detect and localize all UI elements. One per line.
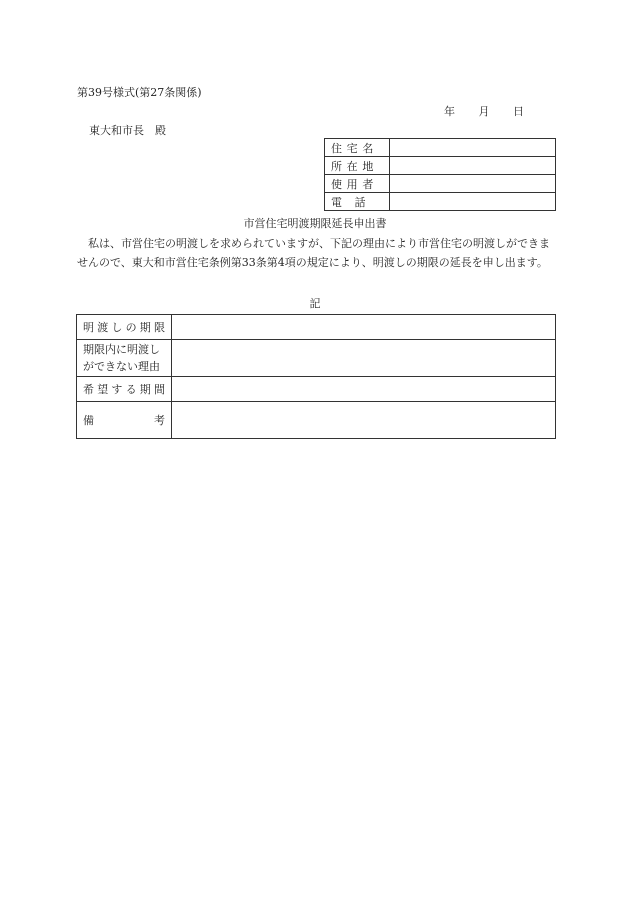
body-paragraph: 私は、市営住宅の明渡しを求められていますが、下記の理由により市営住宅の明渡しができませんので、東大和市営住宅条例第33条第4項の規定により、明渡しの期限の延長を申し出ます。 bbox=[77, 237, 550, 269]
label-char: 望 bbox=[97, 383, 109, 396]
field-label-residence-name bbox=[331, 140, 378, 156]
document-body bbox=[77, 234, 557, 272]
document-title: 市営住宅明渡期限延長申出書 bbox=[243, 217, 387, 230]
label-char: 考 bbox=[154, 414, 165, 427]
addressee: 東大和市長 殿 bbox=[89, 124, 166, 137]
detail-label-remarks bbox=[83, 412, 165, 428]
table-row bbox=[77, 340, 556, 377]
table-row bbox=[77, 315, 556, 340]
field-value-phone[interactable] bbox=[390, 193, 556, 211]
field-label-address bbox=[331, 158, 378, 174]
label-char: 期 bbox=[139, 321, 151, 334]
field-value-user[interactable] bbox=[390, 175, 556, 193]
date-day: 日 bbox=[513, 105, 524, 118]
label-char: 在 bbox=[346, 159, 358, 173]
applicant-table bbox=[324, 138, 556, 211]
field-label-phone bbox=[331, 194, 378, 210]
date-month: 月 bbox=[478, 105, 490, 118]
date-line bbox=[444, 103, 544, 119]
details-table bbox=[76, 314, 556, 439]
detail-value-desired-period[interactable] bbox=[172, 377, 556, 402]
detail-label-reason-line2: ができない理由 bbox=[83, 360, 160, 373]
field-value-address[interactable] bbox=[390, 157, 556, 175]
label-char: 電 bbox=[331, 195, 342, 209]
label-char: 宅 bbox=[346, 141, 358, 155]
label-char: 備 bbox=[83, 414, 94, 427]
label-char: 名 bbox=[362, 141, 374, 155]
label-char: 限 bbox=[153, 321, 165, 334]
label-char: 話 bbox=[354, 195, 366, 209]
field-label-user bbox=[331, 176, 378, 192]
label-char: 期 bbox=[139, 383, 151, 396]
label-char: 渡 bbox=[97, 321, 109, 334]
table-row bbox=[77, 402, 556, 439]
detail-value-deadline[interactable] bbox=[172, 315, 556, 340]
detail-value-remarks[interactable] bbox=[172, 402, 556, 439]
detail-label-reason-line1: 期限内に明渡し bbox=[83, 343, 160, 356]
label-char: し bbox=[111, 321, 123, 334]
label-char: 者 bbox=[362, 177, 374, 191]
label-char: 地 bbox=[362, 159, 374, 173]
label-char: 希 bbox=[83, 383, 94, 396]
label-char: 間 bbox=[153, 383, 165, 396]
form-number: 第39号様式(第27条関係) bbox=[77, 86, 202, 99]
detail-value-reason[interactable] bbox=[172, 340, 556, 377]
label-char: の bbox=[125, 321, 137, 334]
label-char: る bbox=[125, 383, 137, 396]
label-char: 用 bbox=[346, 177, 358, 191]
detail-label-desired-period bbox=[83, 381, 165, 397]
table-row bbox=[325, 175, 556, 193]
field-value-residence-name[interactable] bbox=[390, 139, 556, 157]
table-row bbox=[325, 157, 556, 175]
table-row bbox=[325, 193, 556, 211]
label-char: 明 bbox=[83, 321, 94, 334]
label-char: 住 bbox=[331, 141, 342, 155]
date-year: 年 bbox=[444, 105, 455, 118]
ki-heading: 記 bbox=[309, 297, 321, 310]
label-char: 使 bbox=[331, 177, 342, 191]
label-char: 所 bbox=[331, 159, 342, 173]
label-char: す bbox=[111, 383, 123, 396]
detail-label-deadline bbox=[83, 319, 165, 335]
table-row bbox=[77, 377, 556, 402]
table-row bbox=[325, 139, 556, 157]
